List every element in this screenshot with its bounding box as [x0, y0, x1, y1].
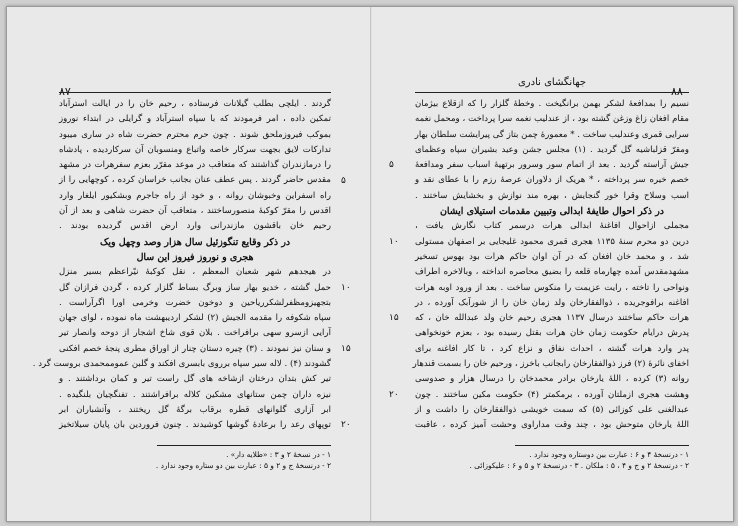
- section-heading: در ذکر احوال طایفهٔ ابدالی وتبیین مقدمات استیلای ایشان: [440, 206, 664, 218]
- text-line: ونواحی را تاخته ، رایت عزیمت را منکوس ساخت . بعد از ورود اوبه هرات: [415, 282, 689, 293]
- footnote: ۱ - درنسخهٔ ۴ و ۶ : عبارت بین دوستاره وجود ندارد .: [529, 450, 689, 459]
- line-number-marker: ۱۰: [341, 282, 351, 293]
- right-header-rule: [415, 92, 689, 93]
- right-footnotes: [415, 449, 689, 471]
- left-header-rule: [59, 92, 331, 93]
- right-footnote-rule: [515, 445, 689, 446]
- line-number-marker: ۵: [389, 160, 394, 171]
- text-line: تیر کش بتدان درختان ازشاخه های گل راست تیر و کمان برداشتند . و: [59, 374, 331, 385]
- text-line: اخفای نائرهٔ (۲) فرز ذوالفقارخان رابجانب باخرز ، ورحیم خان را بسمت قندهار: [412, 359, 689, 370]
- line-number-marker: ۲۰: [389, 389, 399, 400]
- text-line: تمکین داده ، امر فرمودند که با سپاه استرآباد و گرایلی در ابتداء نوروز: [59, 114, 331, 125]
- text-line: و سنان نیز نمودند . (۳) چیره دستان چنار از اوراق مطری پنجهٔ خصم افکنی: [59, 343, 331, 354]
- text-line: شد ، و محمد خان افغان که در آن اوان حاکم هرات بود بهوس تسخیر: [415, 251, 689, 262]
- text-line: درین دو محرم سنهٔ ۱۱۳۵ هجری قمری محمود غلیجایی بر اصفهان مستولی: [415, 236, 689, 247]
- right-page-body: [412, 97, 690, 477]
- left-footnotes: [59, 449, 331, 471]
- section-heading: در ذکر وقایع تنگوزئیل سال هزار وصد وچهل ویک: [99, 236, 291, 248]
- text-line: اسب وسلاح وقرا خور گنجایش ، بهره مند نوازش و بخشایش ساختند .: [415, 190, 689, 201]
- footnote: ۱ - در نسخهٔ ۲ و ۳ : «طلایه دار» .: [226, 450, 331, 459]
- text-line: حمل گشته ، خدیو بهار ساز وبرگ بساط گلزار کرده ، گردن فرازان گل: [59, 282, 331, 293]
- text-line: در هیجدهم شهر شعبان المعظم ، نقل کوکبهٔ نیّراعظم بسیر منزل: [59, 267, 331, 278]
- text-line: را درمازندران گذاشتند که متعاقب در موعد مقرّر بعزم سفرهرات در مشهد: [59, 160, 331, 171]
- text-line: آرایی ازسرو سهی برافراخت . بلان قوی شاخ اشجار از دوحه وانصار تیر: [59, 328, 331, 339]
- left-footnote-rule: [157, 445, 331, 446]
- left-page: [7, 7, 369, 521]
- text-line: نسیم را بمدافعهٔ لشکر بهمن برانگیخت . وخطهٔ گلزار را که ازقلاع بیژمان: [415, 99, 689, 109]
- text-line: مجملی ازاحوال افاغنهٔ ابدالی هرات درسمر کتاب نگارش یافت ،: [415, 221, 689, 232]
- right-page: [371, 7, 733, 521]
- text-line: سپاه شکوفه را مقدمه الجیش (۲) لشکر اردیبهشت ماه نموده ، لوای جهان: [59, 313, 331, 324]
- text-line: گردند . ایلچی بطلب گیلانات فرستاده ، رحیم خان را در ایالت استرآباد: [59, 99, 331, 109]
- text-line: رحیم خان باقشون مازندرانی وارد ارض اقدس گردیده بودند .: [59, 221, 331, 232]
- text-line: هرات حاکم ساختند درسال ۱۱۳۷ هجری رحیم خان ولد عبدالله خان ، که: [415, 313, 689, 324]
- running-head: جهانگشای نادری: [517, 77, 587, 88]
- text-line: اللهٔ یارخان متوحش بود ، چند وقت مداراوی وحشت آمیز کرده ، عاقبت: [415, 420, 689, 431]
- text-line: ابر آزاری گلوانهای قطره برقاب برگهٔ گل ریختند ، وآتشباران ابر: [59, 404, 331, 415]
- text-line: وهشت هجری ازملتان آورده ، برمکمتر (۴) حکومت مکین ساختند . چون: [415, 389, 689, 400]
- text-line: سرایی قمری وعندلیب ساخت . * معمورهٔ چمن بتاز گی پیرایشت سلطان بهار: [414, 129, 689, 140]
- text-line: پدرش درایام حکومت زمان خان هرات بقتل رسیده بود ، بعزم خونخواهی: [415, 328, 689, 339]
- text-line: اقدس را مقرّ کوکبهٔ منصورساختند ، متعاقب آن حضرت شاهی و بعد از آن: [59, 206, 331, 217]
- text-line: ومقرّ قزلباشیه گل گردید . (۱) مجلس جشن وعید بشیران سپاه وعظمای: [415, 144, 690, 155]
- text-line: مقدس حاضر گردند . پس عطف عنان بجانب خراسان کرده ، کوچهایی را از: [59, 175, 331, 186]
- left-page-body: [32, 97, 331, 477]
- line-number-marker: ۱۵: [341, 343, 351, 354]
- text-line: تدارکات لایق بجهت سرکار خاصه واتباع ومنسوبان آن سرکاردیده ، پادشاه: [59, 144, 331, 155]
- section-heading: هجری و نوروز فیروز این سال: [136, 251, 254, 263]
- text-line: مشهدمقدس آمده چهارماه قلعه را بضیق محاصره انداخته ، وبالاخره اطراف: [415, 267, 689, 278]
- text-line: گشودند (۴) . لاله سیر سپاه برروی بابسری افکند و گلبن عموممحمدی بروست گرد .: [32, 359, 331, 370]
- text-line: خصم خیره سر پرداخته ، * هریک از دلاوران عرصهٔ رزم را با عطای نقد و: [415, 175, 689, 186]
- line-number-marker: ۲۰: [341, 420, 351, 431]
- text-line: روانه (۳) کرده ، اللهٔ یارخان برادر محمدخان را درسال هزار و صدوسی: [415, 374, 689, 385]
- footnote: ۲ - درنسخهٔ ج و ۲ و ۵ : عبارت بین دو ستاره وجود ندارد .: [155, 461, 331, 470]
- line-number-marker: ۱۰: [389, 236, 399, 247]
- book-spread: [6, 6, 734, 522]
- text-line: توپهای رعد را برعادهٔ گوشها کوشیدند . چنون فروردین بان پایان سیلاتخیز: [59, 420, 331, 431]
- text-line: راه اسفراین وخبوشان روانه ، و خود از راه جاجرم وبشکیور ایلغار وارد: [59, 190, 331, 201]
- text-line: بتجهیزومظفرلشکرریاحین و دوخون خضرت وخرمی اورا اگرآراست .: [59, 297, 331, 308]
- text-line: مقام افغان زاغ وزغن گشته بود ، از عندلیب نغمه سرا پرداخت ، ومحمل نغمه: [415, 114, 689, 125]
- text-line: عبدالغنی علی کوزائی (۵) که سمت خویشی ذوالفقارخان را داشت و از: [415, 404, 689, 415]
- footnote: ۲ - درنسخهٔ ۲ و ج و ۴ ، ۵ : ملکان . ۳ - درنسخهٔ ۲ و ۵ و ۶ : علیکوزائی .: [469, 461, 689, 470]
- text-line: بموکب فیروزملحق شوند . چون حرم محترم حضرت شاه در ساری میبود: [59, 129, 331, 140]
- text-line: پدر وارد هرات گشته ، احداث نفاق و نزاع کرد ، تا کار افاغنه برای: [415, 343, 689, 354]
- line-number-marker: ۱۵: [389, 313, 399, 324]
- text-line: نیزه داران چمن ستانهای مشکین کلاله برافراشتند . تفنگچیان بلنگیده .: [59, 389, 331, 400]
- text-line: جیش آراسته گردید . بعد از اتمام سور وسرور برتهیهٔ اسباب سفر ومدافعهٔ: [415, 160, 689, 171]
- line-number-marker: ۵: [341, 175, 346, 186]
- text-line: افاغنه برافوجریده ، ذوالفقارخان ولد زمان خان را از شورآبک آورده ، در: [415, 297, 689, 308]
